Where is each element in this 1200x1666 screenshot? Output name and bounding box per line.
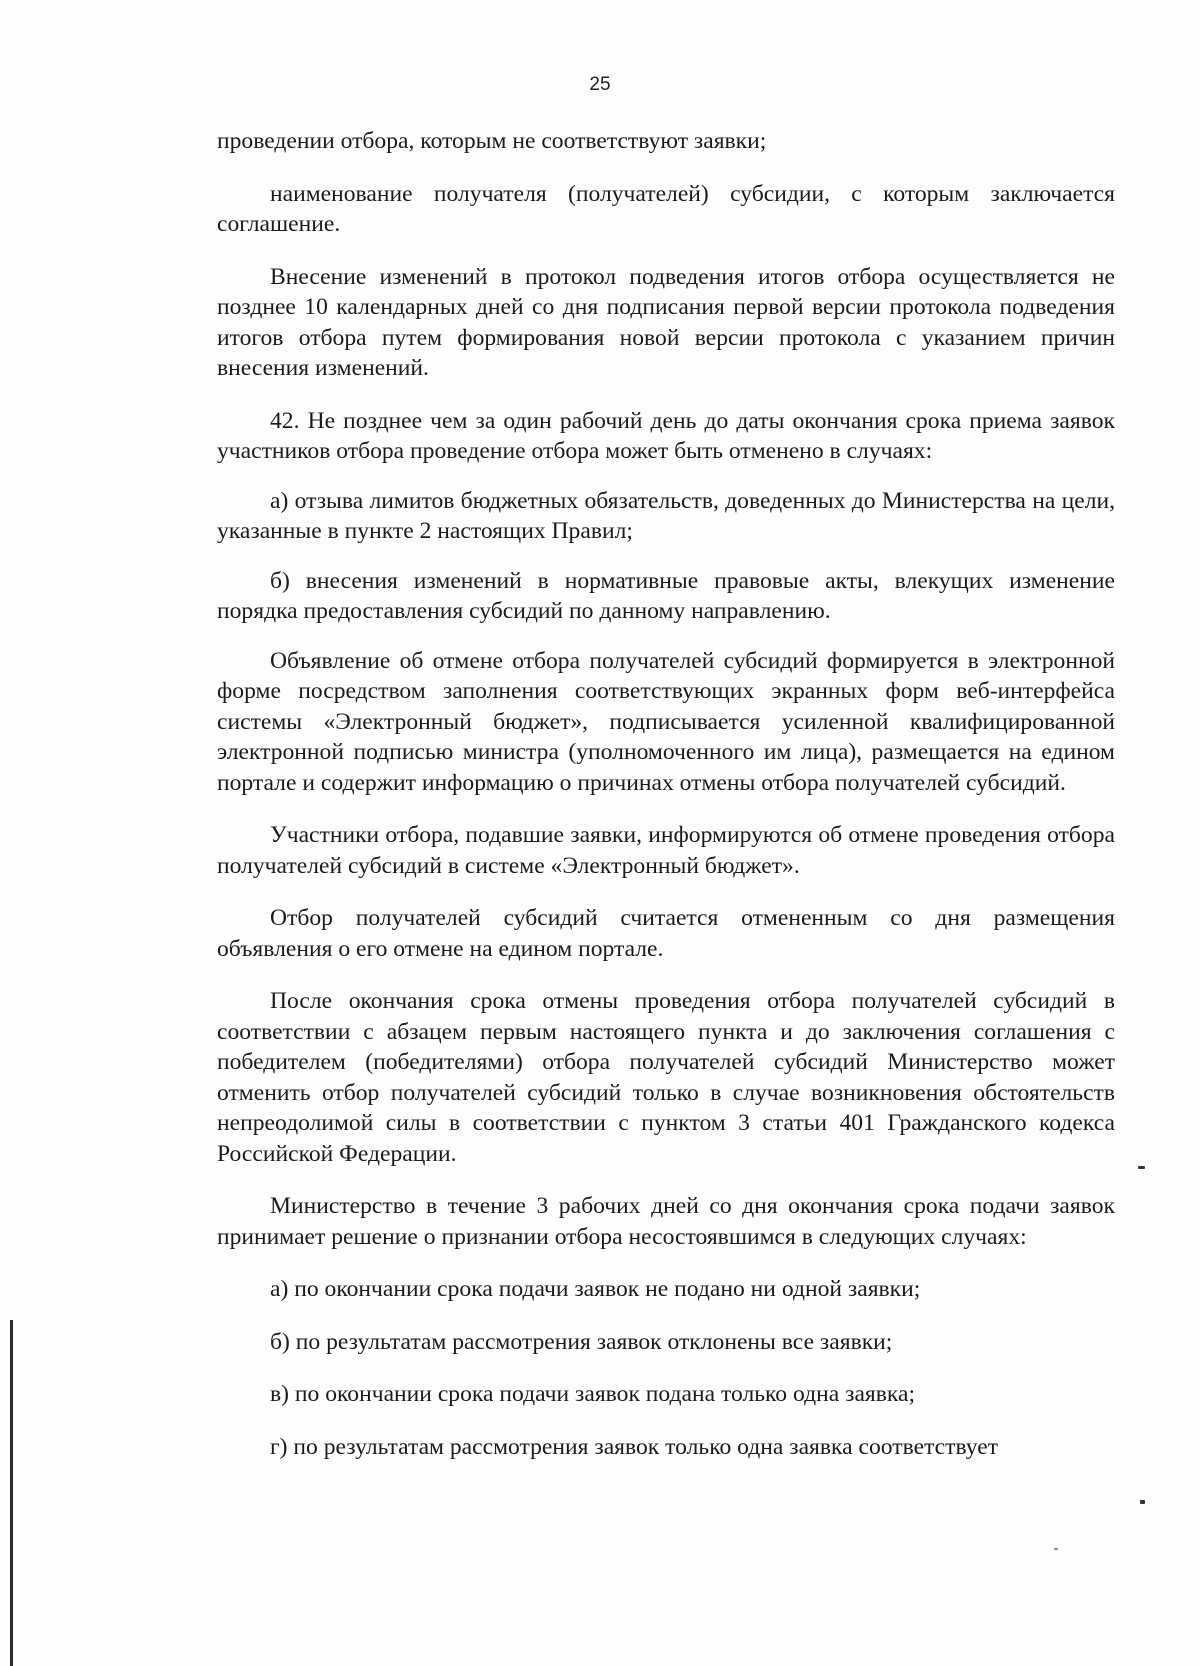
scan-edge-mark bbox=[10, 1320, 13, 1666]
document-body bbox=[217, 126, 1115, 1462]
scan-speck bbox=[1138, 1166, 1145, 1169]
paragraph: Отбор получателей субсидий считается отмененным со дня размещения объявления о его отмене на едином портале. bbox=[217, 905, 1115, 962]
list-item: б) по результатам рассмотрения заявок отклонены все заявки; bbox=[270, 1328, 893, 1355]
list-item: а) по окончании срока подачи заявок не подано ни одной заявки; bbox=[270, 1276, 921, 1302]
paragraph: Объявление об отмене отбора получателей субсидий формируется в электронной форме посредством заполнения соответствующих экранных форм веб-интерфейса системы «Электронный бюджет», подписывается усиленной квалифицированной электронной подписью министра (уполномоченного им лица), размещается на едином портале и содержит информацию о причинах отмены отбора получателей субсидий. bbox=[217, 647, 1115, 796]
list-item: г) по результатам рассмотрения заявок только одна заявка соответствует bbox=[270, 1433, 999, 1460]
paragraph: проведении отбора, которым не соответствуют заявки; bbox=[217, 128, 767, 154]
paragraph: наименование получателя (получателей) субсидии, с которым заключается соглашение. bbox=[217, 180, 1115, 237]
paragraph: 42. Не позднее чем за один рабочий день до даты окончания срока приема заявок участников отбора проведение отбора может быть отменено в случаях: bbox=[217, 407, 1115, 464]
paragraph: Участники отбора, подавшие заявки, информируются об отмене проведения отбора получателей субсидий в системе «Электронный бюджет». bbox=[217, 822, 1115, 879]
paragraph: а) отзыва лимитов бюджетных обязательств, доведенных до Министерства на цели, указанные в пункте 2 настоящих Правил; bbox=[217, 487, 1115, 544]
paragraph: Министерство в течение 3 рабочих дней со дня окончания срока подачи заявок принимает решение о признании отбора несостоявшимся в следующих случаях: bbox=[217, 1193, 1115, 1250]
paragraph: б) внесения изменений в нормативные правовые акты, влекущих изменение порядка предоставления субсидий по данному направлению. bbox=[217, 567, 1115, 624]
paragraph: После окончания срока отмены проведения отбора получателей субсидий в соответствии с абзацем первым настоящего пункта и до заключения соглашения с победителем (победителями) отбора получателей субсидий Министерство может отменить отбор получателей субсидий только в случае возникновения обстоятельств непреодолимой силы в соответствии с пунктом 3 статьи 401 Гражданского кодекса Российской Федерации. bbox=[217, 988, 1115, 1167]
scan-speck bbox=[1140, 1500, 1145, 1504]
paragraph: Внесение изменений в протокол подведения итогов отбора осуществляется не позднее 10 календарных дней со дня подписания первой версии протокола подведения итогов отбора путем формирования новой версии протокола с указанием причин внесения изменений. bbox=[217, 263, 1115, 381]
page-number: 25 bbox=[589, 74, 611, 95]
scan-speck bbox=[1054, 1548, 1058, 1550]
list-item: в) по окончании срока подачи заявок подана только одна заявка; bbox=[270, 1381, 916, 1407]
